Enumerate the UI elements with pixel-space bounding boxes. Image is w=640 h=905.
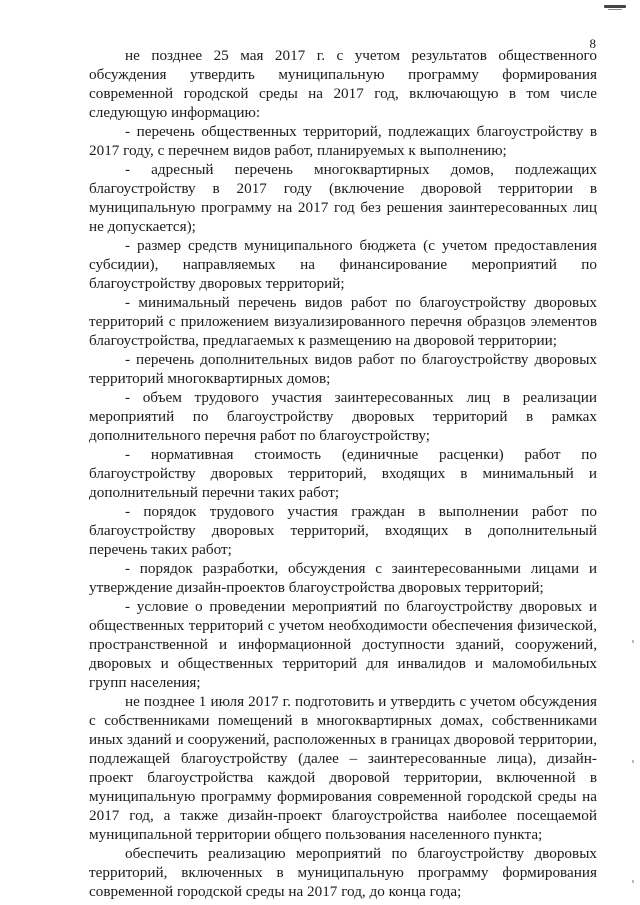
paragraph-implementation: обеспечить реализацию мероприятий по благоустройству дворовых территорий, включенных в муниципальную программу формирования современной городской среды на 2017 год, до конца года;	[89, 845, 597, 900]
list-item-public-territories: - перечень общественных территорий, подлежащих благоустройству в 2017 году, с перечнем видов работ, планируемых к выполнению;	[89, 123, 597, 159]
paragraph-intro: не позднее 25 мая 2017 г. с учетом результатов общественного обсуждения утвердить муниципальную программу формирования современной городской среды на 2017 год, включающую в том числе следующую информацию:	[89, 47, 597, 121]
scan-speck	[632, 880, 634, 883]
list-item-additional-works: - перечень дополнительных видов работ по благоустройству дворовых территорий многоквартирных домов;	[89, 351, 597, 387]
document-body	[89, 46, 597, 901]
list-item-budget: - размер средств муниципального бюджета (с учетом предоставления субсидии), направляемых на финансирование мероприятий по благоустройству дворовых территорий;	[89, 237, 597, 292]
list-item-labor-participation: - объем трудового участия заинтересованных лиц в реализации мероприятий по благоустройству дворовых территорий в рамках дополнительного перечня работ по благоустройству;	[89, 389, 597, 444]
list-item-minimal-works: - минимальный перечень видов работ по благоустройству дворовых территорий с приложением визуализированного перечня образцов элементов благоустройства, предлагаемых к размещению на дворовой территории;	[89, 294, 597, 349]
list-item-accessibility: - условие о проведении мероприятий по благоустройству дворовых и общественных территорий с учетом необходимости обеспечения физической, пространственной и информационной доступности зданий, сооружений, дворовых и общественных территорий для инвалидов и маломобильных групп населения;	[89, 598, 597, 691]
list-item-address-list: - адресный перечень многоквартирных домов, подлежащих благоустройству в 2017 году (включение дворовой территории в муниципальную программу на 2017 год без решения заинтересованных лиц не допускается);	[89, 161, 597, 235]
scan-corner-mark	[604, 5, 626, 8]
list-item-standard-cost: - нормативная стоимость (единичные расценки) работ по благоустройству дворовых территорий, входящих в минимальный и дополнительный перечни таких работ;	[89, 446, 597, 501]
list-item-labor-procedure: - порядок трудового участия граждан в выполнении работ по благоустройству дворовых территорий, входящих в дополнительный перечень таких работ;	[89, 503, 597, 558]
page-number: 8	[589, 36, 596, 51]
scan-speck	[632, 640, 634, 643]
list-item-design-approval: - порядок разработки, обсуждения с заинтересованными лицами и утверждение дизайн-проектов благоустройства дворовых территорий;	[89, 560, 597, 596]
paragraph-design-project: не позднее 1 июля 2017 г. подготовить и утвердить с учетом обсуждения с собственниками помещений в многоквартирных домах, собственниками иных зданий и сооружений, расположенных в границах дворовой территории, подлежащей благоустройству (далее – заинтересованные лица), дизайн-проект благоустройства каждой дворовой территории, включенной в муниципальную программу формирования современной городской среды на 2017 год, а также дизайн-проект благоустройства наиболее посещаемой муниципальной территории общего пользования населенного пункта;	[89, 693, 597, 843]
scan-speck	[632, 760, 634, 763]
